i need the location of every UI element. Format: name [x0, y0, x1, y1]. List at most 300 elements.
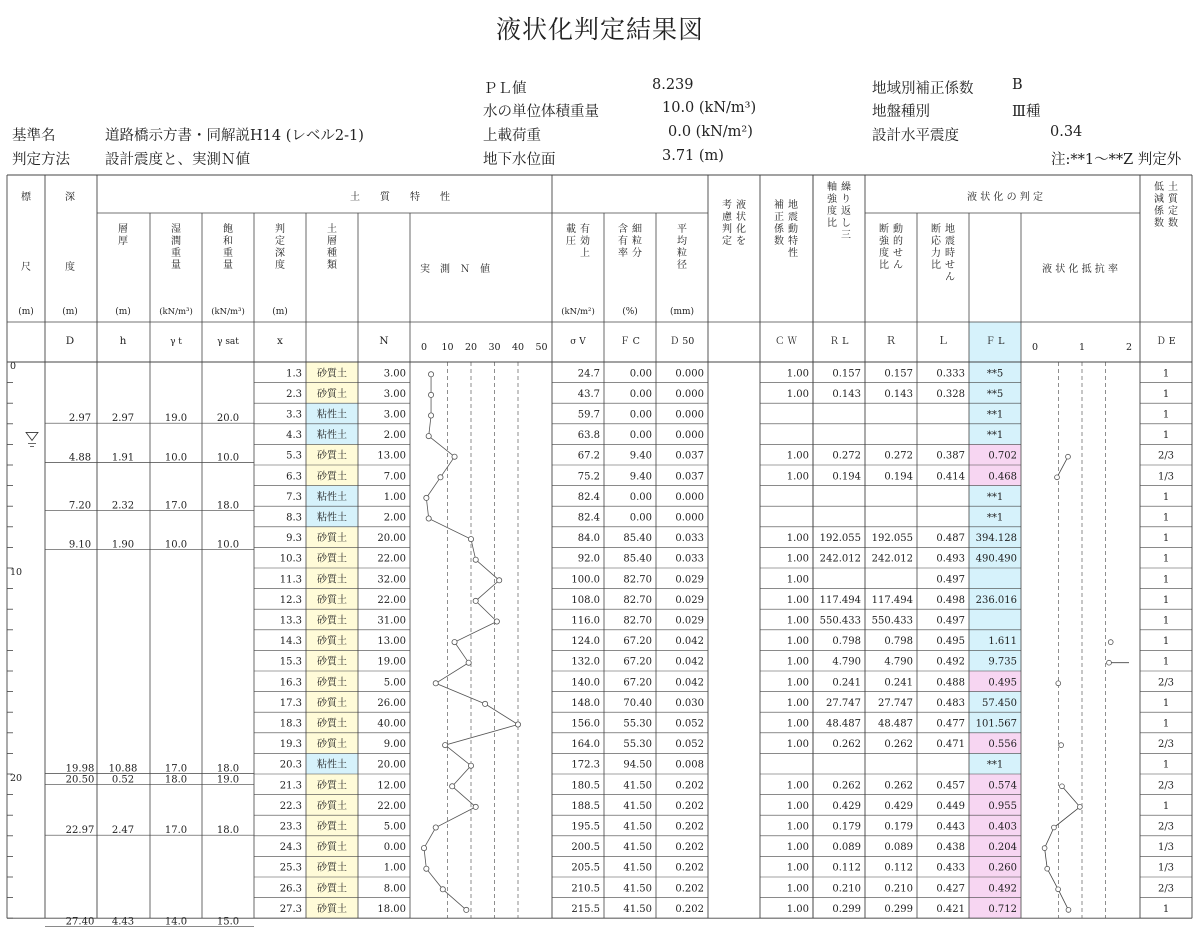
row-rl: 192.055	[819, 533, 861, 545]
row-rl: 0.179	[832, 821, 861, 833]
n-value-point	[433, 825, 438, 830]
hdr-unit: (kN/m³)	[159, 307, 193, 317]
row-l: 0.495	[936, 636, 965, 648]
row-depth: 11.3	[279, 574, 302, 586]
row-l: 0.497	[936, 574, 965, 586]
hdr-unit: (kN/m³)	[211, 307, 245, 317]
sym-gt: γ t	[170, 337, 182, 347]
hdr-type: 層	[327, 236, 337, 247]
hdr-sv: 上	[580, 248, 590, 259]
hdr-liq: 判	[722, 224, 732, 235]
row-rl: 0.241	[832, 677, 861, 689]
row-de: 1	[1162, 636, 1170, 648]
n-value-point	[433, 681, 438, 686]
row-rl: 4.790	[832, 656, 861, 668]
row-soil-type: 砂質土	[317, 697, 347, 709]
fl-point	[1055, 475, 1060, 480]
sym-gsat: γ sat	[217, 337, 239, 347]
hdr-r: 度	[879, 248, 889, 259]
gwl-value: 3.71 (m)	[662, 148, 724, 164]
fl-point	[1042, 846, 1047, 851]
row-fc: 82.70	[623, 594, 652, 606]
row-d50: 0.029	[675, 594, 704, 606]
fl-line	[1047, 869, 1058, 890]
hdr-d50: 平	[677, 224, 687, 235]
hdr-soil-group: 土 質 特 性	[350, 192, 450, 203]
row-d50: 0.029	[675, 574, 704, 586]
hdr-gt: 量	[171, 260, 181, 271]
n-value-point	[497, 578, 502, 583]
row-n: 20.00	[377, 759, 406, 771]
row-de: 1/3	[1157, 471, 1175, 483]
row-sv: 67.2	[577, 450, 600, 462]
row-fc: 41.50	[623, 883, 652, 895]
row-fl: 394.128	[975, 533, 1017, 545]
n-value-point	[450, 784, 455, 789]
sym-h: h	[119, 335, 127, 347]
row-fc: 67.20	[623, 656, 652, 668]
row-sv: 148.0	[571, 697, 600, 709]
row-n: 26.00	[377, 697, 406, 709]
row-soil-type: 砂質土	[317, 388, 347, 400]
row-depth: 10.3	[279, 553, 302, 565]
region-label: 地域別補正係数	[872, 81, 974, 97]
row-de: 1	[1162, 800, 1170, 812]
row-d50: 0.033	[675, 533, 704, 545]
groundwater-icon	[26, 432, 38, 440]
row-fc: 0.00	[629, 368, 652, 380]
row-cw: 1.00	[786, 636, 809, 648]
load-value: 0.0 (kN/m²)	[668, 124, 753, 140]
hdr-mark: 標	[21, 192, 31, 203]
row-fc: 67.20	[623, 636, 652, 648]
n-value-point	[468, 537, 473, 542]
row-l: 0.333	[936, 368, 965, 380]
row-n: 3.00	[383, 368, 406, 380]
row-n: 22.00	[377, 553, 406, 565]
row-cw: 1.00	[786, 842, 809, 854]
fl-point	[1056, 887, 1061, 892]
row-d50: 0.037	[675, 471, 704, 483]
scale-label: 10	[10, 567, 23, 578]
row-soil-type: 砂質土	[317, 368, 347, 380]
hdr-l: 時	[945, 248, 955, 259]
row-de: 2/3	[1157, 739, 1175, 751]
row-fl: **1	[986, 409, 1004, 421]
hdr-rl: 軸	[827, 182, 837, 193]
layer-thickness: 2.47	[111, 825, 135, 837]
n-tick-label: 30	[488, 342, 501, 353]
row-sv: 200.5	[571, 842, 600, 854]
row-fl: **5	[986, 368, 1004, 380]
row-fc: 67.20	[623, 677, 652, 689]
row-r: 242.012	[871, 553, 913, 565]
row-rl: 550.433	[819, 615, 861, 627]
row-de: 1	[1162, 697, 1170, 709]
row-l: 0.387	[936, 450, 965, 462]
hdr-r: 強	[879, 236, 889, 247]
row-fc: 94.50	[623, 759, 652, 771]
hdr-gsat: 和	[223, 236, 233, 247]
row-sv: 140.0	[571, 677, 600, 689]
hdr-gsat: 重	[223, 248, 233, 259]
row-l: 0.497	[936, 615, 965, 627]
row-n: 0.00	[383, 842, 406, 854]
row-r: 27.747	[878, 697, 913, 709]
row-fc: 55.30	[623, 718, 652, 730]
layer-thickness: 0.52	[111, 774, 135, 786]
row-r: 550.433	[871, 615, 913, 627]
layer-gt: 10.0	[164, 452, 188, 464]
row-d50: 0.000	[675, 368, 704, 380]
row-depth: 5.3	[286, 450, 302, 462]
sym-sv: σ V	[570, 337, 586, 347]
row-d50: 0.042	[675, 656, 704, 668]
row-n: 13.00	[377, 450, 406, 462]
row-sv: 24.7	[577, 368, 600, 380]
row-r: 0.429	[884, 800, 913, 812]
hdr-jd: 定	[275, 236, 285, 247]
row-r: 0.089	[884, 842, 913, 854]
row-d50: 0.202	[675, 821, 704, 833]
hdr-de: 数	[1154, 218, 1164, 229]
row-fl: 0.556	[988, 739, 1017, 751]
n-value-point	[426, 434, 431, 439]
n-value-point	[468, 763, 473, 768]
hdr-depth: 深	[65, 192, 75, 203]
row-rl: 0.798	[832, 636, 861, 648]
hdr-cw: 補	[774, 200, 784, 211]
row-sv: 100.0	[571, 574, 600, 586]
row-l: 0.471	[936, 739, 965, 751]
row-r: 48.487	[878, 718, 913, 730]
hdr-de: 数	[1168, 218, 1178, 229]
hdr-depth-unit: (m)	[62, 307, 78, 317]
fl-point	[1060, 784, 1065, 789]
row-d50: 0.000	[675, 430, 704, 442]
row-l: 0.492	[936, 656, 965, 668]
row-depth: 12.3	[279, 594, 302, 606]
row-rl: 48.487	[826, 718, 861, 730]
row-fl: 236.016	[975, 594, 1017, 606]
hdr-fc: 分	[632, 248, 642, 259]
row-de: 1	[1162, 594, 1170, 606]
row-fl: 0.403	[988, 821, 1017, 833]
row-n: 1.00	[383, 862, 406, 874]
row-de: 1	[1162, 491, 1170, 503]
row-sv: 43.7	[577, 388, 600, 400]
row-soil-type: 砂質土	[317, 594, 347, 606]
std-label: 基準名	[12, 128, 56, 144]
row-cw: 1.00	[786, 780, 809, 792]
hdr-de: 減	[1154, 194, 1164, 205]
row-sv: 92.0	[577, 553, 600, 565]
row-soil-type: 砂質土	[317, 883, 347, 895]
hdr-cw: 数	[774, 236, 784, 247]
row-cw: 1.00	[786, 903, 809, 915]
row-d50: 0.000	[675, 512, 704, 524]
hdr-rl: り	[841, 194, 851, 205]
row-l: 0.449	[936, 800, 965, 812]
hdr-liq: 液	[736, 200, 746, 211]
row-soil-type: 砂質土	[317, 533, 347, 545]
sym-l: Ｌ	[937, 335, 949, 347]
row-l: 0.483	[936, 697, 965, 709]
row-de: 2/3	[1157, 883, 1175, 895]
hdr-unit: (kN/m²)	[561, 307, 595, 317]
row-fc: 41.50	[623, 780, 652, 792]
row-depth: 21.3	[279, 780, 302, 792]
layer-depth: 7.20	[68, 500, 92, 512]
hdr-sv: 圧	[566, 236, 576, 247]
n-value-point	[424, 866, 429, 871]
row-de: 1	[1162, 718, 1170, 730]
hdr-unit: (m)	[115, 307, 131, 317]
hdr-sv: 載	[566, 224, 576, 235]
row-r: 0.262	[884, 780, 913, 792]
row-fc: 82.70	[623, 574, 652, 586]
row-cw: 1.00	[786, 471, 809, 483]
layer-thickness: 4.43	[111, 916, 135, 928]
hdr-thick: 層	[118, 224, 128, 235]
row-soil-type: 砂質土	[317, 800, 347, 812]
hdr-l: 地	[945, 224, 955, 235]
sym-fc: Ｆ C	[620, 336, 640, 347]
hdr-mark: 尺	[21, 262, 31, 273]
row-n: 12.00	[377, 780, 406, 792]
row-de: 2/3	[1157, 450, 1175, 462]
row-soil-type: 砂質土	[317, 471, 347, 483]
row-cw: 1.00	[786, 883, 809, 895]
row-fc: 85.40	[623, 533, 652, 545]
row-soil-type: 砂質土	[317, 862, 347, 874]
hdr-fc: 有	[618, 236, 628, 247]
hdr-mark-unit: (m)	[18, 307, 34, 317]
hdr-l: 応	[931, 236, 941, 247]
sym-de: Ｄ E	[1156, 336, 1176, 347]
row-sv: 172.3	[571, 759, 600, 771]
hdr-l: 断	[931, 224, 941, 235]
row-fc: 41.50	[623, 903, 652, 915]
hdr-depth: 度	[65, 262, 75, 273]
row-soil-type: 砂質土	[317, 615, 347, 627]
row-depth: 7.3	[286, 491, 302, 503]
n-value-point	[424, 495, 429, 500]
row-soil-type: 砂質土	[317, 842, 347, 854]
row-d50: 0.202	[675, 842, 704, 854]
row-fc: 55.30	[623, 739, 652, 751]
row-cw: 1.00	[786, 574, 809, 586]
row-de: 1	[1162, 533, 1170, 545]
hdr-liq: 状	[736, 212, 746, 223]
hdr-cw: 係	[774, 224, 784, 235]
row-rl: 0.299	[832, 903, 861, 915]
hdr-cw: 震	[788, 212, 798, 223]
row-cw: 1.00	[786, 533, 809, 545]
layer-gt: 19.0	[164, 413, 188, 425]
row-l: 0.457	[936, 780, 965, 792]
row-r: 0.179	[884, 821, 913, 833]
row-fc: 82.70	[623, 615, 652, 627]
hdr-cw: 動	[788, 224, 798, 235]
row-cw: 1.00	[786, 697, 809, 709]
sym-cw: Ｃ Ｗ	[774, 336, 798, 347]
row-cw: 1.00	[786, 388, 809, 400]
row-soil-type: 砂質土	[317, 677, 347, 689]
layer-gsat: 10.0	[216, 539, 240, 551]
row-n: 18.00	[377, 903, 406, 915]
hdr-r: せ	[893, 248, 903, 259]
row-de: 1	[1162, 574, 1170, 586]
row-de: 1	[1162, 388, 1170, 400]
row-rl: 242.012	[819, 553, 861, 565]
row-de: 1	[1162, 615, 1170, 627]
hdr-gt: 重	[171, 248, 181, 259]
sym-d50: Ｄ 50	[669, 336, 695, 347]
row-de: 1/3	[1157, 862, 1175, 874]
layer-thickness: 1.91	[111, 452, 135, 464]
water-value: 10.0 (kN/m³)	[662, 100, 757, 116]
scale-label: 20	[10, 773, 23, 784]
row-soil-type: 砂質土	[317, 903, 347, 915]
row-cw: 1.00	[786, 615, 809, 627]
row-fl: **5	[986, 388, 1004, 400]
layer-gsat: 18.0	[216, 763, 240, 775]
row-n: 8.00	[383, 883, 406, 895]
row-fl: **1	[986, 512, 1004, 524]
scale-label: 0	[10, 361, 17, 372]
fl-point	[1059, 743, 1064, 748]
layer-gsat: 10.0	[216, 452, 240, 464]
row-l: 0.433	[936, 862, 965, 874]
fl-bg	[969, 568, 1021, 589]
n-tick-label: 20	[464, 342, 478, 353]
sym-x: x	[277, 335, 283, 347]
n-tick-label: 10	[441, 342, 454, 353]
row-fc: 0.00	[629, 491, 652, 503]
row-l: 0.427	[936, 883, 965, 895]
row-r: 0.241	[884, 677, 913, 689]
hdr-unit: (m)	[272, 307, 288, 317]
layer-gt: 17.0	[164, 500, 188, 512]
hdr-rl: 強	[827, 194, 837, 205]
fl-tick-label: 1	[1078, 342, 1086, 353]
row-depth: 13.3	[279, 615, 302, 627]
row-soil-type: 砂質土	[317, 553, 347, 565]
row-soil-type: 砂質土	[317, 821, 347, 833]
row-cw: 1.00	[786, 821, 809, 833]
n-value-point	[443, 743, 448, 748]
row-sv: 180.5	[571, 780, 600, 792]
hdr-liq: 考	[722, 200, 732, 211]
row-depth: 14.3	[279, 636, 302, 648]
hdr-de: 係	[1154, 206, 1164, 217]
sym-n: N	[379, 335, 389, 347]
hdr-l: ん	[945, 272, 955, 283]
row-rl: 0.262	[832, 739, 861, 751]
layer-gsat: 18.0	[216, 825, 240, 837]
row-fc: 0.00	[629, 409, 652, 421]
hdr-rl: 比	[827, 218, 837, 229]
hdr-d50: 均	[677, 236, 687, 247]
row-sv: 210.5	[571, 883, 600, 895]
row-fc: 41.50	[623, 862, 652, 874]
hdr-gsat: 量	[223, 260, 233, 271]
row-soil-type: 砂質土	[317, 718, 347, 730]
row-fl: 0.468	[988, 471, 1017, 483]
row-sv: 116.0	[571, 615, 600, 627]
fl-point	[1056, 681, 1061, 686]
row-r: 0.112	[884, 862, 913, 874]
row-r: 192.055	[871, 533, 913, 545]
hdr-r: 的	[893, 236, 903, 247]
row-d50: 0.042	[675, 636, 704, 648]
row-fc: 41.50	[623, 842, 652, 854]
row-sv: 164.0	[571, 739, 600, 751]
n-value-point	[426, 516, 431, 521]
n-value-point	[428, 392, 433, 397]
row-soil-type: 砂質土	[317, 656, 347, 668]
row-sv: 82.4	[577, 491, 600, 503]
row-n: 22.00	[377, 594, 406, 606]
row-n: 2.00	[383, 512, 406, 524]
row-depth: 19.3	[279, 739, 302, 751]
row-sv: 63.8	[577, 430, 600, 442]
hdr-l: 比	[931, 260, 941, 271]
std-value: 道路橋示方書・同解説H14 (レベル2-1)	[105, 128, 364, 144]
layer-gt: 17.0	[164, 825, 188, 837]
pl-label: ＰＬ値	[483, 81, 527, 97]
row-n: 22.00	[377, 800, 406, 812]
n-value-point	[473, 557, 478, 562]
hdr-gt: 潤	[171, 236, 181, 247]
layer-gsat: 20.0	[216, 413, 240, 425]
row-d50: 0.202	[675, 883, 704, 895]
row-l: 0.488	[936, 677, 965, 689]
load-label: 上載荷重	[483, 128, 541, 144]
fl-line	[1054, 807, 1080, 828]
row-rl: 0.157	[832, 368, 861, 380]
row-r: 0.272	[884, 450, 913, 462]
row-r: 117.494	[871, 594, 913, 606]
row-de: 1	[1162, 512, 1170, 524]
layer-gt: 14.0	[164, 916, 188, 928]
hdr-type: 土	[327, 224, 337, 235]
hdr-de: 質	[1168, 194, 1178, 205]
layer-depth: 2.97	[68, 413, 92, 425]
hdr-sv: 有	[580, 224, 590, 235]
row-sv: 82.4	[577, 512, 600, 524]
row-cw: 1.00	[786, 677, 809, 689]
hdr-rl: 返	[841, 206, 851, 217]
hdr-type: 種	[327, 248, 337, 259]
row-fl: 490.490	[975, 553, 1017, 565]
row-de: 1	[1162, 430, 1170, 442]
row-n: 31.00	[377, 615, 406, 627]
fl-point	[1066, 908, 1071, 913]
hdr-fc: 細	[632, 224, 642, 235]
row-fl: 0.702	[988, 450, 1017, 462]
row-depth: 15.3	[279, 656, 302, 668]
row-rl: 0.112	[832, 862, 861, 874]
row-l: 0.421	[936, 903, 965, 915]
page-title: 液状化判定結果図	[495, 15, 704, 44]
layer-depth: 27.40	[65, 916, 95, 928]
row-d50: 0.042	[675, 677, 704, 689]
row-cw: 1.00	[786, 718, 809, 730]
hdr-liq: 慮	[722, 212, 732, 223]
hdr-unit: (mm)	[669, 307, 695, 317]
